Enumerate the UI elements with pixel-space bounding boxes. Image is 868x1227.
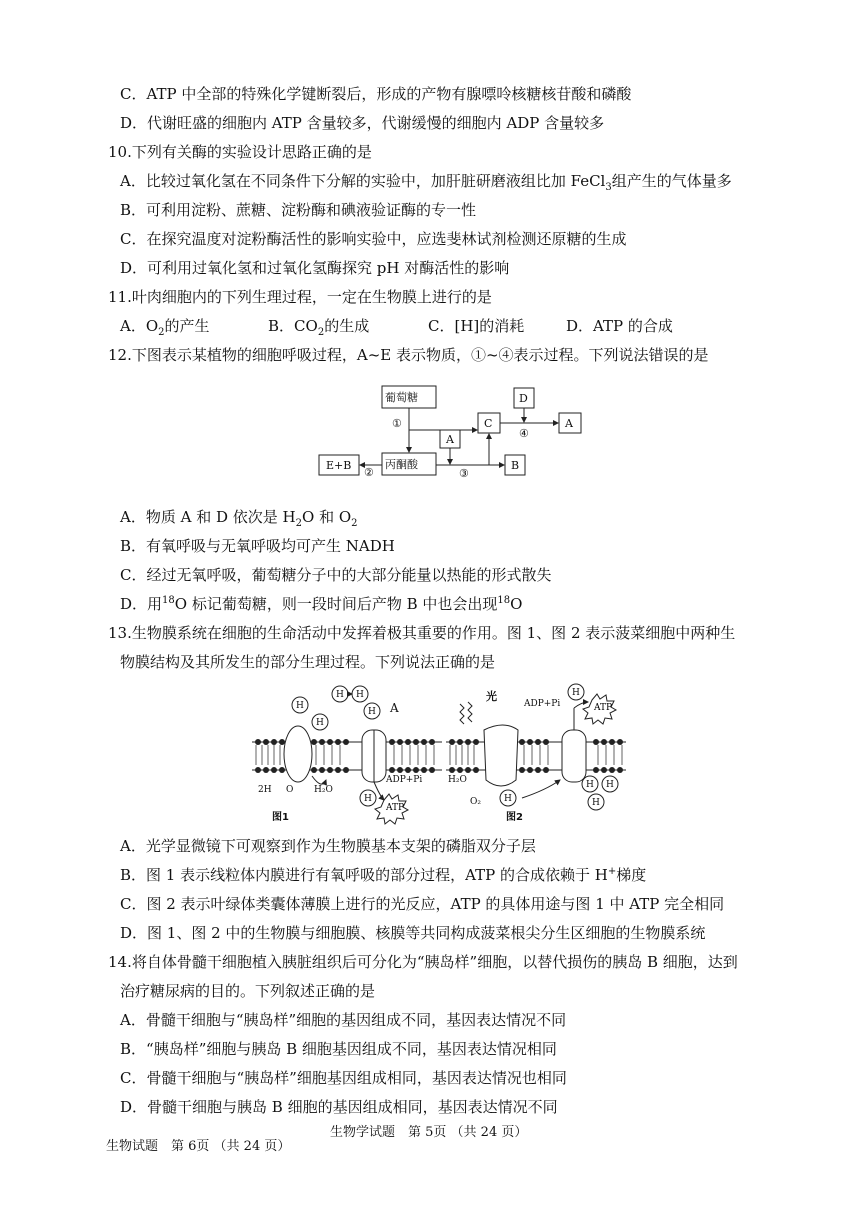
fig2-h2o-label: H₂O: [448, 775, 467, 785]
c-label: C: [484, 417, 493, 430]
a-label-1: A: [446, 433, 454, 446]
svg-text:H: H: [368, 707, 376, 717]
pyruvate-label: 丙酮酸: [385, 458, 418, 471]
fig1-a-label: A: [390, 701, 399, 715]
q13-option-d: D．图 1、图 2 中的生物膜与细胞膜、核膜等共同构成菠菜根尖分生区细胞的生物膜系统: [120, 924, 706, 942]
q10-option-b: B．可利用淀粉、蔗糖、淀粉酶和碘液验证酶的专一性: [120, 201, 477, 219]
fig2-light-label: 光: [486, 690, 497, 703]
q10-option-c: C．在探究温度对淀粉酶活性的影响实验中，应选斐林试剂检测还原糖的生成: [120, 230, 627, 248]
q13-stem-line1: 13.生物膜系统在细胞的生命活动中发挥着极其重要的作用。图 1、图 2 表示菠菜细胞中两种生: [108, 624, 736, 642]
q12-option-b: B．有氧呼吸与无氧呼吸均可产生 NADH: [120, 537, 395, 555]
fig2-adp-label: ADP+Pi: [524, 699, 561, 709]
svg-text:H: H: [356, 690, 364, 700]
svg-text:H: H: [296, 701, 304, 711]
fig1-equation-left: 2H: [258, 785, 272, 795]
svg-text:H: H: [364, 794, 372, 804]
d-label: D: [519, 392, 528, 405]
membrane-figure-1: [252, 680, 442, 830]
fig1-atp-label: ATP: [386, 803, 405, 813]
q11-option-a: A．$O_2$的产生: [120, 317, 210, 338]
fig1-equation-o2: O: [286, 785, 294, 795]
q14-option-c: C．骨髓干细胞与“胰岛样”细胞基因组成相同，基因表达情况也相同: [120, 1069, 567, 1087]
a-label-2: A: [565, 417, 573, 430]
q12-option-d: D．用$^{18}$O 标记葡萄糖，则一段时间后产物 B 中也会出现$^{18}$O: [120, 595, 523, 613]
svg-text:H: H: [572, 688, 580, 698]
fig2-caption: 图2: [506, 812, 523, 823]
fig1-caption: 图1: [272, 812, 289, 823]
q10-option-d: D．可利用过氧化氢和过氧化氢酶探究 pH 对酶活性的影响: [120, 259, 510, 277]
q14-stem-line2: 治疗糖尿病的目的。下列叙述正确的是: [120, 982, 376, 1000]
svg-text:H: H: [504, 794, 512, 804]
svg-text:H: H: [606, 780, 614, 790]
respiration-diagram: [318, 380, 588, 480]
fig1-adp-label: ADP+Pi: [386, 775, 423, 785]
q13-option-c: C．图 2 表示叶绿体类囊体薄膜上进行的光反应，ATP 的具体用途与图 1 中 ATP 完全相同: [120, 895, 725, 913]
q14-stem-line1: 14.将自体骨髓干细胞植入胰脏组织后可分化为“胰岛样”细胞，以替代损伤的胰岛 B 细胞，达到: [108, 953, 738, 971]
footer-page-center: 生物学试题 第 5页 （共 24 页）: [330, 1125, 528, 1140]
q9-option-c: C．ATP 中全部的特殊化学键断裂后，形成的产物有腺嘌呤核糖核苷酸和磷酸: [120, 85, 632, 103]
b-label: B: [511, 459, 520, 472]
q13-option-a: A．光学显微镜下可观察到作为生物膜基本支架的磷脂双分子层: [120, 837, 536, 855]
q12-stem: 12.下图表示某植物的细胞呼吸过程，A~E 表示物质，①~④表示过程。下列说法错误的是: [108, 346, 709, 364]
svg-text:H: H: [336, 690, 344, 700]
fig2-o2-label: O₂: [470, 797, 481, 807]
process-4-label: ④: [519, 427, 529, 440]
q9-option-d: D．代谢旺盛的细胞内 ATP 含量较多，代谢缓慢的细胞内 ADP 含量较多: [120, 114, 605, 132]
process-3-label: ③: [459, 467, 469, 480]
q11-option-b: B．$CO_2$的生成: [268, 317, 370, 338]
svg-text:H: H: [592, 798, 600, 808]
q12-option-c: C．经过无氧呼吸，葡萄糖分子中的大部分能量以热能的形式散失: [120, 566, 552, 584]
q13-option-b: B．图 1 表示线粒体内膜进行有氧呼吸的部分过程，ATP 的合成依赖于 H+梯度: [120, 866, 647, 884]
q10-stem: 10.下列有关酶的实验设计思路正确的是: [108, 143, 372, 161]
q12-option-a: A．物质 A 和 D 依次是 $H_2O$ 和 $O_2$: [120, 508, 358, 529]
q11-option-d: D．ATP 的合成: [566, 317, 673, 335]
q14-option-d: D．骨髓干细胞与胰岛 B 细胞的基因组成相同，基因表达情况不同: [120, 1098, 558, 1116]
fig1-h2o-label: H₂O: [314, 785, 333, 795]
process-1-label: ①: [392, 417, 402, 430]
fig2-atp-label: ATP: [594, 703, 613, 713]
q14-option-a: A．骨髓干细胞与“胰岛样”细胞的基因组成不同，基因表达情况不同: [120, 1011, 567, 1029]
q13-stem-line2: 物膜结构及其所发生的部分生理过程。下列说法正确的是: [120, 653, 496, 671]
svg-text:H: H: [316, 718, 324, 728]
q10-option-a: A．比较过氧化氢在不同条件下分解的实验中，加肝脏研磨液组比加 FeCl$_3$组产生的气体量多: [120, 172, 732, 193]
membrane-figure-2: [446, 680, 626, 830]
glucose-label: 葡萄糖: [385, 391, 418, 404]
q11-stem: 11.叶肉细胞内的下列生理过程，一定在生物膜上进行的是: [108, 288, 492, 306]
svg-text:H: H: [586, 780, 594, 790]
footer-page-left: 生物试题 第 6页 （共 24 页）: [106, 1139, 291, 1154]
q11-option-c: C．[H]的消耗: [428, 317, 525, 335]
q14-option-b: B．“胰岛样”细胞与胰岛 B 细胞基因组成不同，基因表达情况相同: [120, 1040, 557, 1058]
process-2-label: ②: [364, 466, 374, 479]
eb-label: E+B: [326, 459, 352, 472]
